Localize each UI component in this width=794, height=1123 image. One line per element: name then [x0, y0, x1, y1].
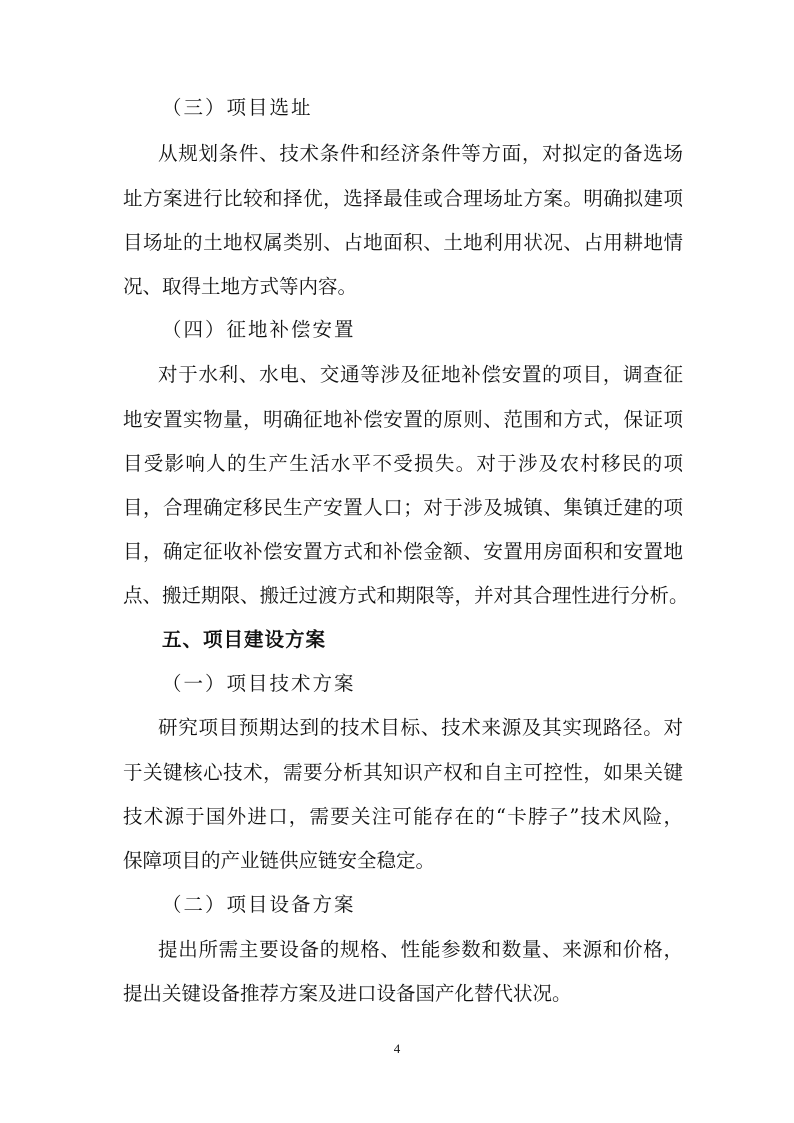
paragraph-line: 对于水利、水电、交通等涉及征地补偿安置的项目，调查征 — [158, 363, 683, 386]
section-heading-technical-plan: （一）项目技术方案 — [162, 672, 356, 695]
paragraph-line: 况、取得土地方式等内容。 — [123, 275, 358, 298]
chapter-heading-construction-plan: 五、项目建设方案 — [162, 628, 327, 651]
paragraph-line: 研究项目预期达到的技术目标、技术来源及其实现路径。对 — [158, 716, 683, 739]
paragraph-line: 提出关键设备推荐方案及进口设备国产化替代状况。 — [123, 982, 572, 1005]
paragraph-line: 从规划条件、技术条件和经济条件等方面，对拟定的备选场 — [158, 142, 683, 165]
paragraph-line: 址方案进行比较和择优，选择最佳或合理场址方案。明确拟建项 — [123, 187, 683, 210]
paragraph-line: 目受影响人的生产生活水平不受损失。对于涉及农村移民的项 — [123, 452, 683, 475]
paragraph-line: 目，确定征收补偿安置方式和补偿金额、安置用房面积和安置地 — [123, 540, 683, 563]
section-heading-site-selection: （三）项目选址 — [162, 96, 313, 119]
paragraph-line: 地安置实物量，明确征地补偿安置的原则、范围和方式，保证项 — [123, 408, 683, 431]
paragraph-line: 提出所需主要设备的规格、性能参数和数量、来源和价格， — [158, 938, 683, 961]
paragraph-line: 保障项目的产业链供应链安全稳定。 — [123, 849, 436, 872]
page-number: 4 — [393, 1041, 401, 1056]
paragraph-line: 技术源于国外进口，需要关注可能存在的“卡脖子”技术风险， — [123, 805, 683, 828]
paragraph-line: 目场址的土地权属类别、占地面积、土地利用状况、占用耕地情 — [123, 231, 683, 254]
paragraph-line: 目，合理确定移民生产安置人口；对于涉及城镇、集镇迁建的项 — [123, 496, 683, 519]
paragraph-line: 于关键核心技术，需要分析其知识产权和自主可控性，如果关键 — [123, 761, 683, 784]
section-heading-equipment-plan: （二）项目设备方案 — [162, 893, 356, 916]
section-heading-land-compensation: （四）征地补偿安置 — [162, 318, 356, 341]
paragraph-line: 点、搬迁期限、搬迁过渡方式和期限等，并对其合理性进行分析。 — [123, 584, 689, 607]
